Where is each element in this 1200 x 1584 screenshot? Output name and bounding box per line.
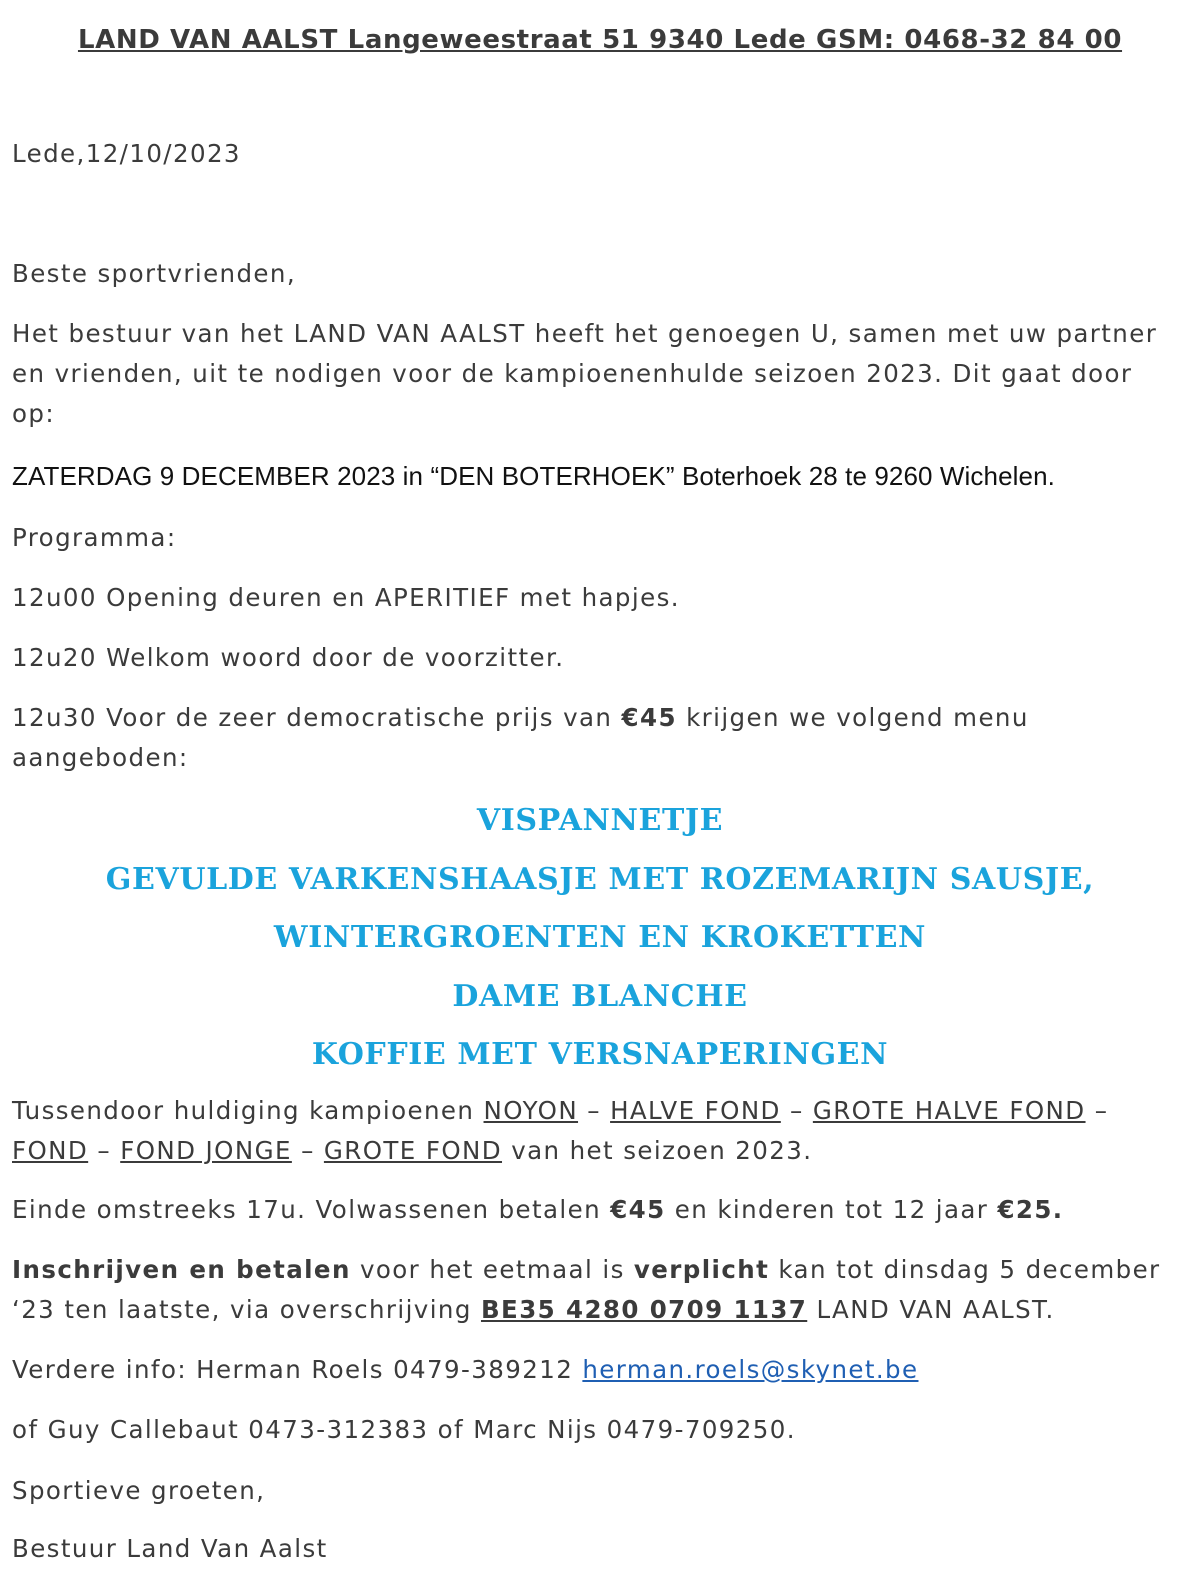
intro-paragraph: Het bestuur van het LAND VAN AALST heeft het genoegen U, samen met uw partner en vrienden, uit te nodigen voor de kampioenenhulde seizoen 2023. Dit gaat door op: xyxy=(12,319,1158,428)
category-grote-halve-fond: GROTE HALVE FOND xyxy=(812,1096,1086,1125)
separator: – xyxy=(578,1096,611,1125)
program-heading: Programma: xyxy=(12,523,177,552)
adult-price: €45 xyxy=(610,1195,666,1224)
category-grote-fond: GROTE FOND xyxy=(323,1136,503,1165)
letterhead: LAND VAN AALST Langeweestraat 51 9340 Lede GSM: 0468-32 84 00 xyxy=(77,25,1123,55)
closing: Sportieve groeten, xyxy=(12,1476,266,1505)
iban-number: BE35 4280 0709 1137 xyxy=(480,1295,808,1324)
separator: – xyxy=(780,1096,813,1125)
category-fond-jonge: FOND JONGE xyxy=(120,1136,292,1165)
info-contact: Verdere info: Herman Roels 0479-389212 xyxy=(12,1355,583,1384)
menu-item: KOFFIE MET VERSNAPERINGEN xyxy=(311,1037,889,1073)
signature: Bestuur Land Van Aalst xyxy=(12,1534,328,1563)
menu-item: WINTERGROENTEN EN KROKETTEN xyxy=(273,920,927,956)
category-fond: FOND xyxy=(12,1136,89,1165)
category-halve-fond: HALVE FOND xyxy=(610,1096,781,1125)
categories-season: van het seizoen 2023. xyxy=(502,1136,813,1165)
mandatory-bold: verplicht xyxy=(633,1255,770,1284)
registration-bold: Inschrijven en betalen xyxy=(12,1255,351,1284)
menu-item: VISPANNETJE xyxy=(476,803,724,838)
info-line xyxy=(12,1350,1178,1390)
letter-date: Lede,12/10/2023 xyxy=(12,139,241,168)
menu-item: GEVULDE VARKENSHAASJE MET ROZEMARIJN SAUSJE, xyxy=(105,861,1095,897)
menu-price: €45 xyxy=(621,703,677,732)
info-line-2: of Guy Callebaut 0473-312383 of Marc Nijs 0479-709250. xyxy=(12,1415,796,1444)
event-line: ZATERDAG 9 DECEMBER 2023 in “DEN BOTERHOEK” Boterhoek 28 te 9260 Wichelen. xyxy=(12,461,1055,491)
price-text: Einde omstreeks 17u. Volwassenen betalen xyxy=(12,1195,611,1224)
salutation: Beste sportvrienden, xyxy=(12,259,297,288)
categories-paragraph xyxy=(12,1091,1182,1171)
program-item-menu-text: 12u30 Voor de zeer democratische prijs van xyxy=(12,703,622,732)
price-paragraph xyxy=(12,1190,1178,1230)
categories-intro: Tussendoor huldiging kampioenen xyxy=(12,1096,484,1125)
program-item-menu xyxy=(12,698,1178,778)
registration-paragraph xyxy=(12,1250,1178,1330)
program-item-menu-text-end: krijgen we volgend menu aangeboden: xyxy=(12,703,1029,772)
menu-list xyxy=(0,792,1200,1085)
registration-deadline: kan tot dinsdag 5 december ‘23 ten laatste, via overschrijving xyxy=(12,1255,1161,1324)
price-text-mid: en kinderen tot 12 jaar xyxy=(665,1195,998,1224)
email-link[interactable]: herman.roels@skynet.be xyxy=(582,1355,919,1384)
child-price: €25. xyxy=(997,1195,1064,1224)
category-noyon: NOYON xyxy=(483,1096,579,1125)
account-holder: LAND VAN AALST. xyxy=(807,1295,1055,1324)
program-item-welcome: 12u20 Welkom woord door de voorzitter. xyxy=(12,643,565,672)
separator: – xyxy=(88,1136,121,1165)
registration-text: voor het eetmaal is xyxy=(350,1255,634,1284)
menu-item: DAME BLANCHE xyxy=(452,978,748,1014)
separator: – xyxy=(291,1136,324,1165)
program-item-opening: 12u00 Opening deuren en APERITIEF met hapjes. xyxy=(12,583,680,612)
separator: – xyxy=(1085,1096,1109,1125)
